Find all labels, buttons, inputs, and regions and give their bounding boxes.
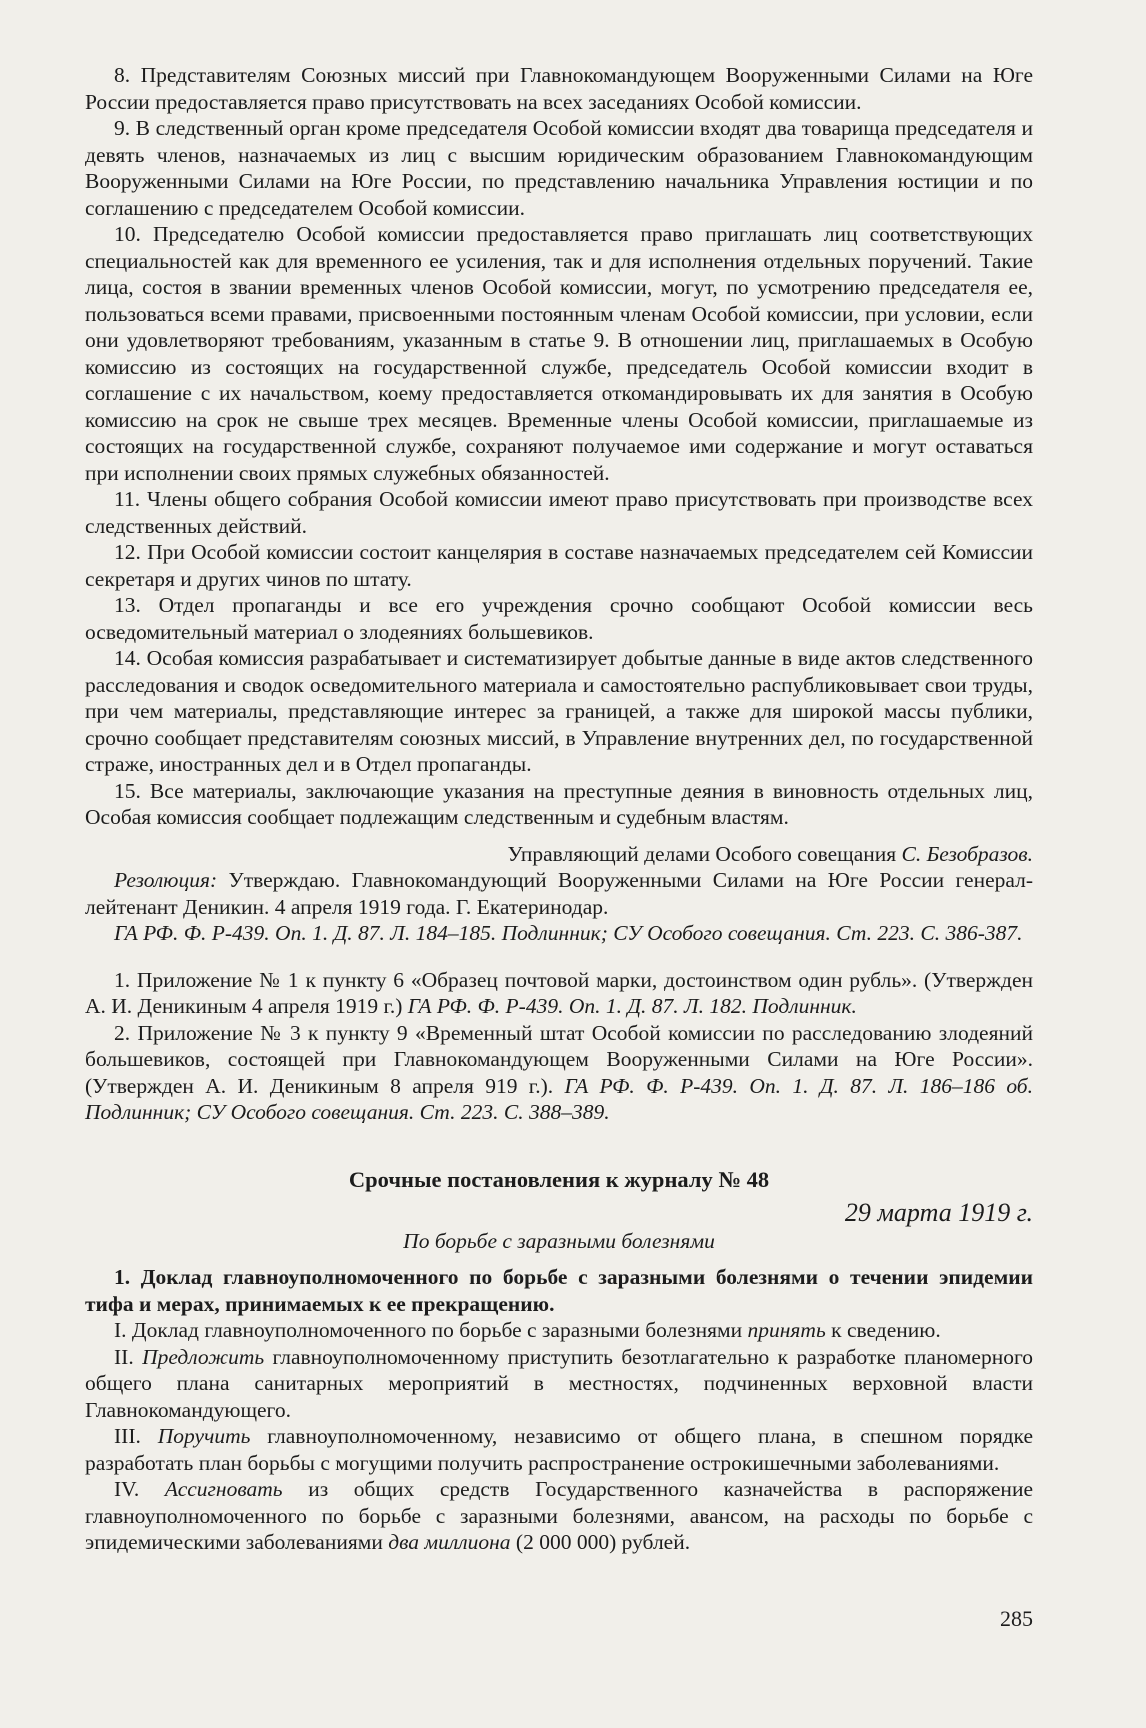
point-emphasis: два миллиона xyxy=(388,1530,511,1554)
point-text: IV. xyxy=(114,1477,165,1501)
appendix-2 xyxy=(85,1020,1033,1126)
paragraph-11: 11. Члены общего собрания Особой комиссии имеют право присутствовать при производстве всех следственных действий. xyxy=(85,487,1033,538)
point-text: главноуполномоченному приступить безотлагательно к разработке планомерного общего плана санитарных мероприятий в местностях, подчиненных верховной власти Главнокомандующего. xyxy=(85,1344,1033,1422)
source-reference xyxy=(85,920,1033,947)
paragraph-13: 13. Отдел пропаганды и все его учреждения срочно сообщают Особой комиссии весь осведомительный материал о злодеяниях большевиков. xyxy=(85,593,1033,644)
paragraph-12: 12. При Особой комиссии состоит канцелярия в составе назначаемых председателем сей Комиссии секретаря и других чинов по штату. xyxy=(85,540,1033,591)
signature-line xyxy=(85,841,1033,868)
point-text: II. xyxy=(114,1344,143,1369)
appendix-1 xyxy=(85,967,1033,1020)
section-heading: Срочные постановления к журналу № 48 xyxy=(348,1166,770,1192)
point-text: к сведению. xyxy=(825,1318,941,1342)
page-number: 285 xyxy=(1000,1606,1033,1631)
point-emphasis: принять xyxy=(747,1318,826,1342)
item-1-title: 1. Доклад главноуполномоченного по борьбе с заразными болезнями о течении эпидемии тифа и мерах, принимаемых к ее прекращению. xyxy=(85,1265,1033,1316)
section-date: 29 марта 1919 г. xyxy=(844,1197,1033,1227)
signature-name: С. Безобразов. xyxy=(901,841,1033,866)
resolution-text: Утверждаю. Главнокомандующий Вооруженными Силами на Юге России генерал-лейтенант Деникин. 4 апреля 1919 года. Г. Екатеринодар. xyxy=(85,868,1033,919)
paragraph-9: 9. В следственный орган кроме председателя Особой комиссии входят два товарища председателя и девять членов, назначаемых из лиц с высшим юридическим образованием Главнокомандующим Вооруженными Силами на Юге России, по представлению начальника Управления юстиции и по соглашению с председателем Особой комиссии. xyxy=(85,116,1033,220)
source-reference-text: ГА РФ. Ф. Р-439. Оп. 1. Д. 87. Л. 184–185. Подлинник; СУ Особого совещания. Ст. 223. С. 386-387. xyxy=(114,921,1023,945)
point-text: (2 000 000) рублей. xyxy=(510,1530,691,1554)
item-1-point-II xyxy=(85,1344,1033,1424)
appendix-2-ref: ГА РФ. Ф. Р-439. Оп. 1. Д. 87. Л. 186–186 об. Подлинник; СУ Особого совещания. Ст. 223. С. 388–389. xyxy=(85,1073,1033,1124)
resolution-label: Резолюция: xyxy=(114,868,218,892)
paragraph-10: 10. Председателю Особой комиссии предоставляется право приглашать лиц соответствующих специальностей как для временного ее усиления, так и для исполнения отдельных поручений. Такие лица, состоя в звании временных членов Особой комиссии, могут, по усмотрению председателя ее, пользоваться всеми правами, присвоенными постоянным членам Особой комиссии, при условии, если они удовлетворяют требованиям, указанным в статье 9. В отношении лиц, приглашаемых в Особую комиссию из состоящих на государственной службе, председатель Особой комиссии входит в соглашение с их начальством, коему предоставляется откомандировывать их для занятия в Особую комиссию на срок не свыше трех месяцев. Временные члены Особой комиссии, приглашаемые из состоящих на государственной службе, сохраняют получаемое ими содержание и могут оставаться при исполнении своих прямых служебных обязанностей. xyxy=(85,222,1033,485)
item-1-point-III xyxy=(85,1423,1033,1476)
section-subheading: По борьбе с заразными болезнями xyxy=(403,1228,715,1253)
paragraph-14: 14. Особая комиссия разрабатывает и систематизирует добытые данные в виде актов следственного расследования и сводок осведомительного материала и самостоятельно распубликовывает свои труды, при чем материалы, представляющие интерес за границей, а также для широкой массы публики, срочно сообщает представителям союзных миссий, в Управление внутренних дел, по государственной страже, иностранных дел и в Отдел пропаганды. xyxy=(85,646,1033,776)
point-text: III. xyxy=(114,1424,158,1448)
item-1-point-IV xyxy=(85,1476,1033,1556)
appendix-1-text: 1. Приложение № 1 к пункту 6 «Образец почтовой марки, достоинством один рубль». (Утвержден А. И. Деникиным 4 апреля 1919 г.) xyxy=(85,967,1033,1018)
signature-text: Управляющий делами Особого совещания xyxy=(507,841,902,866)
point-text: главноуполномоченному, независимо от общего плана, в спешном порядке разработать план борьбы с могущими получить распространение острокишечными заболеваниями. xyxy=(85,1424,1033,1475)
item-1-point-I xyxy=(85,1317,1033,1344)
point-text: из общих средств Государственного казначейства в распоряжение главноуполномоченного по борьбе с заразными болезнями, авансом, на расходы по борьбе с эпидемическими заболеваниями xyxy=(85,1477,1033,1554)
point-emphasis: Поручить xyxy=(157,1424,251,1448)
point-text: I. Доклад главноуполномоченного по борьбе с заразными болезнями xyxy=(114,1318,748,1342)
resolution xyxy=(85,867,1033,920)
appendix-1-ref: ГА РФ. Ф. Р-439. Оп. 1. Д. 87. Л. 182. Подлинник. xyxy=(407,994,857,1018)
paragraph-15: 15. Все материалы, заключающие указания на преступные деяния в виновность отдельных лиц, Особая комиссия сообщает подлежащим следственным и судебным властям. xyxy=(85,778,1033,829)
paragraph-8: 8. Представителям Союзных миссий при Главнокомандующем Вооруженными Силами на Юге России предоставляется право присутствовать на всех заседаниях Особой комиссии. xyxy=(85,63,1033,114)
point-emphasis: Предложить xyxy=(142,1344,265,1369)
point-emphasis: Ассигновать xyxy=(164,1477,283,1501)
appendix-2-text: 2. Приложение № 3 к пункту 9 «Временный штат Особой комиссии по расследованию злодеяний большевиков, состоящей при Главнокомандующем Вооруженными Силами на Юге России». (Утвержден А. И. Деникиным 8 апреля 919 г.). xyxy=(85,1020,1033,1098)
